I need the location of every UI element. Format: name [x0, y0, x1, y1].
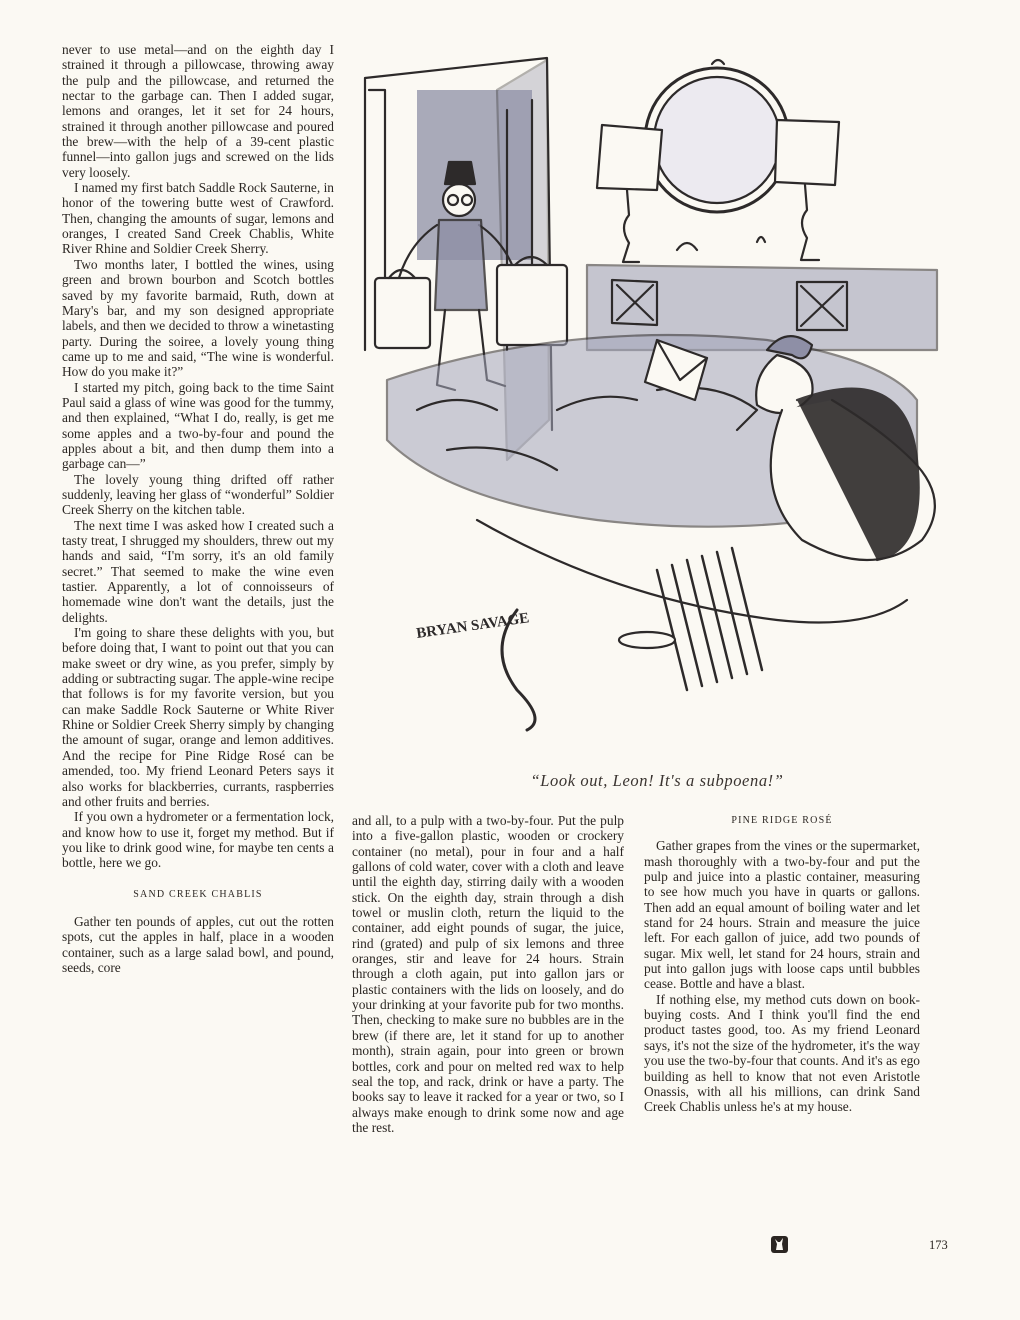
body-paragraph: never to use metal—and on the eighth day I strained it through a pillowcase, throwing away the pulp and the pillowcase, and returned the nectar to the garbage can. Then I added sugar, lemons and oranges, let it set for 24 hours, strained it through another pillowcase and poured the brew—with the help of a 39-cent plastic funnel—into gallon jugs and screwed on the lids very loosely. [62, 42, 334, 180]
body-paragraph: Gather grapes from the vines or the supermarket, mash thoroughly with a two-by-four and put the pulp and juice into a plastic container, measuring to see how much you have in quarts or gallons. Then add an equal amount of boiling water and let stand for 24 hours. Strain and measure the juice left. For each gallon of juice, add two pounds of sugar. Mix well, let stand for 24 hours, strain and put into gallon jugs with loose caps until bubbles cease. Bottle and have a blast. [644, 838, 920, 992]
article-column-3 [644, 813, 920, 1115]
body-paragraph: Two months later, I bottled the wines, using green and brown bourbon and Scotch bottles saved by my favorite barmaid, Ruth, down at Mary's bar, and my son designed appropriate labels, and then we decided to throw a winetasting party. During the soiree, a lovely young thing came up to me and said, “The wine is wonderful. How do you make it?” [62, 256, 334, 380]
svg-text:BRYAN SAVAGE: BRYAN SAVAGE [415, 610, 531, 642]
cartoon-illustration [357, 50, 957, 750]
cartoon-caption: “Look out, Leon! It's a subpoena!” [530, 771, 784, 790]
body-paragraph: The lovely young thing drifted off rather suddenly, leaving her glass of “wonderful” Soldier Creek Sherry on the kitchen table. [62, 471, 334, 518]
recipe-subhead-chablis: SAND CREEK CHABLIS [133, 888, 263, 900]
body-paragraph: Gather ten pounds of apples, cut out the rotten spots, cut the apples in half, place in a wooden container, such as a large salad bowl, and pound, seeds, core [62, 913, 334, 975]
body-paragraph: I'm going to share these delights with you, but before doing that, I want to point out that you can make sweet or dry wine, as you prefer, simply by adding or subtracting sugar. The apple-wine recipe that follows is for my favorite version, but you can make Saddle Rock Sauterne or White River Rhine or Soldier Creek Sherry simply by changing the amount of sugar, orange and lemon additives. And the recipe for Pine Ridge Rosé can be amended, too. My friend Leonard Peters says it also works for blackberries, currants, raspberries and other fruits and berries. [62, 625, 334, 809]
body-paragraph: I named my first batch Saddle Rock Sauterne, in honor of the towering butte west of Crawford. Then, changing the amounts of sugar, lemons and oranges, I created Sand Creek Chablis, White River Rhine and Soldier Creek Sherry. [62, 180, 334, 257]
cartoonist-signature [415, 610, 530, 642]
page-number: 173 [929, 1238, 948, 1252]
body-paragraph: I started my pitch, going back to the time Saint Paul said a glass of wine was good for the tummy, and then explained, “What I do, really, is get me some apples and a two-by-four and pound the apples about a bit, and then dump them into a garbage can—” [62, 379, 334, 472]
recipe-subhead-rose: PINE RIDGE ROSÉ [731, 815, 833, 826]
article-column-2 [352, 813, 624, 1135]
body-paragraph: If you own a hydrometer or a fermentation lock, and know how to use it, forget my method. But if you like to drink good wine, for maybe ten cents a bottle, here we go. [62, 809, 334, 871]
body-paragraph: If nothing else, my method cuts down on book-buying costs. And I think you'll find the end product tastes good, too. As my friend Leonard says, it's not the size of the hydrometer, it's the way you use the two-by-four that counts. And it's as ego building as hell to know that not even Aristotle Onassis, with all his millions, can drink Sand Creek Chablis unless he's at my house. [644, 991, 920, 1115]
rabbit-head-icon [771, 1236, 788, 1253]
body-paragraph: The next time I was asked how I created such a tasty treat, I shrugged my shoulders, threw out my hands and said, “I'm sorry, it's an old family secret.” That seemed to make the wine even tastier. Apparently, a lot of connoisseurs of homemade wine don't want the details, just the delights. [62, 517, 334, 625]
body-paragraph: and all, to a pulp with a two-by-four. Put the pulp into a five-gallon plastic, wooden or crockery container (no metal), pour in four and a half gallons of cold water, cover with a cloth and leave until the eighth day, stirring daily with a wooden stick. On the eighth day, strain through a dish towel or muslin cloth, return the liquid to the container, add eight pounds of sugar, the juice, rind (grated) and pulp of six lemons and three oranges, stir and leave for 24 hours. Strain through a cloth again, put into gallon jars or plastic containers with the lids on loosely, and do your drinking at your favorite pub for two months. Then, checking to make sure no bubbles are in the brew (if there are, let it stand for up to another month), strain again, pour into green or brown bottles, cork and pour on melted red wax to help seal the top, and rack, drink or have a party. The books say to leave it racked for a year or two, so I always make enough to drink some now and age the rest. [352, 813, 624, 1135]
article-column-1 [62, 42, 334, 975]
